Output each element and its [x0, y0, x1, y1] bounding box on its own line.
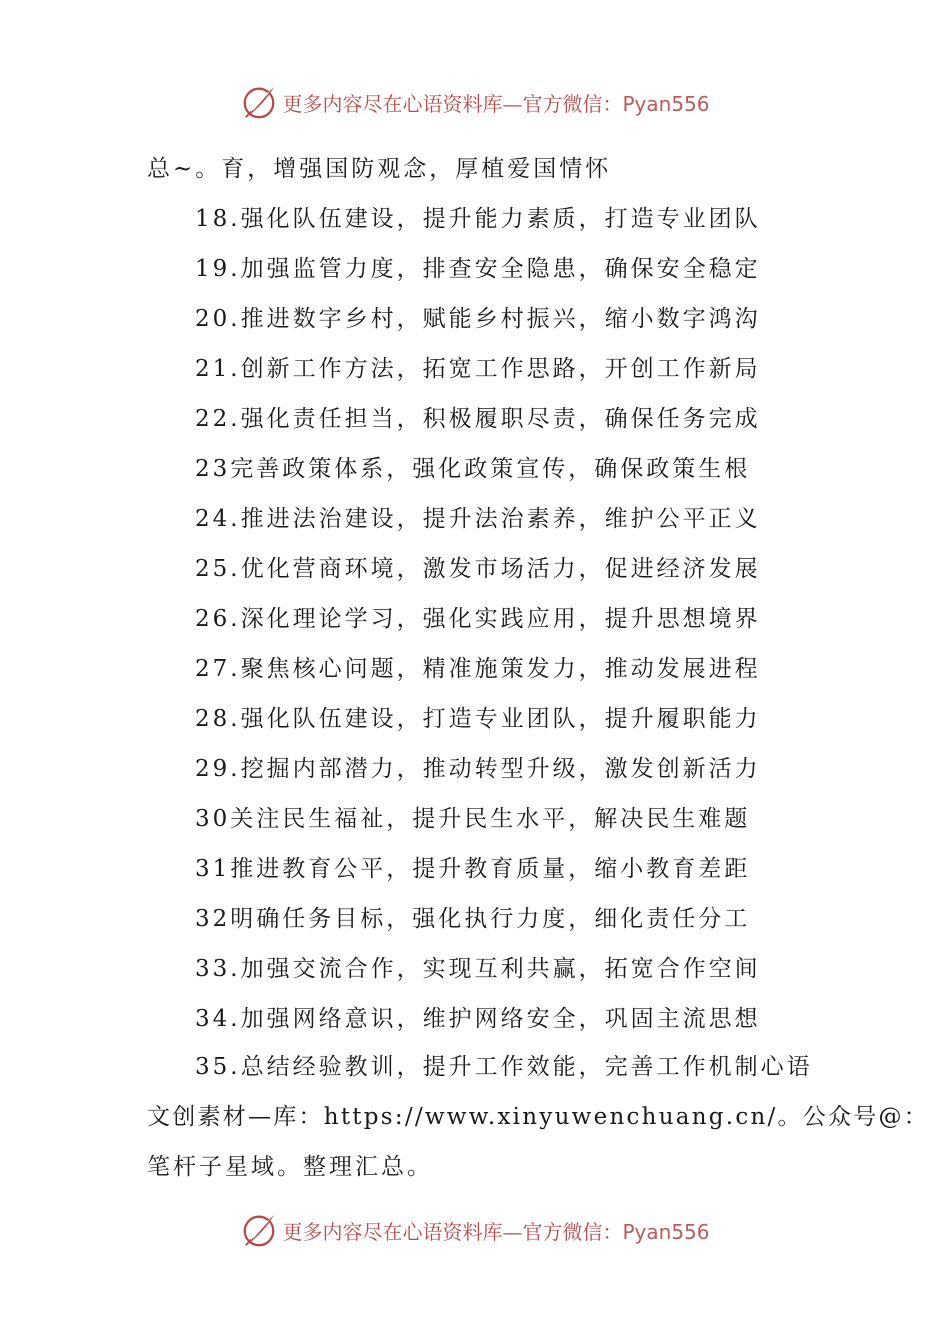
- banner-text: 更多内容尽在心语资料库—官方微信：Pyan556: [282, 1219, 710, 1244]
- list-item: 26.深化理论学习，强化实践应用，提升思想境界: [195, 606, 761, 632]
- list-item: 23完善政策体系，强化政策宣传，确保政策生根: [195, 456, 751, 482]
- quill-pen-icon: [240, 83, 278, 121]
- list-item: 27.聚焦核心问题，精准施策发力，推动发展进程: [195, 656, 761, 682]
- list-item: 21.创新工作方法，拓宽工作思路，开创工作新局: [195, 356, 761, 382]
- list-item: 29.挖掘内部潜力，推动转型升级，激发创新活力: [195, 756, 761, 782]
- list-item: 22.强化责任担当，积极履职尽责，确保任务完成: [195, 406, 761, 432]
- footer-banner: [0, 1210, 950, 1250]
- list-item: 18.强化队伍建设，提升能力素质，打造专业团队: [195, 206, 761, 232]
- list-item: 20.推进数字乡村，赋能乡村振兴，缩小数字鸿沟: [195, 306, 761, 332]
- list-item: 34.加强网络意识，维护网络安全，巩固主流思想: [195, 1006, 761, 1032]
- list-item: 24.推进法治建设，提升法治素养，维护公平正义: [195, 506, 761, 532]
- list-item: 33.加强交流合作，实现互利共赢，拓宽合作空间: [195, 956, 761, 982]
- quill-pen-icon: [240, 1211, 278, 1249]
- list-item: 31推进教育公平，提升教育质量，缩小教育差距: [195, 856, 751, 882]
- list-item: 19.加强监管力度，排查安全隐患，确保安全稳定: [195, 256, 761, 282]
- wechat-id: Pyan556: [622, 1219, 710, 1244]
- list-item: 28.强化队伍建设，打造专业团队，提升履职能力: [195, 706, 761, 732]
- text-line: 笔杆子星域。整理汇总。: [147, 1154, 433, 1180]
- list-item: 35.总结经验教训，提升工作效能，完善工作机制心语: [195, 1054, 813, 1080]
- wechat-id: Pyan556: [622, 91, 710, 116]
- banner-text: 更多内容尽在心语资料库—官方微信：Pyan556: [282, 91, 710, 116]
- header-banner: [0, 82, 950, 122]
- text-line: 文创素材—库：https://www.xinyuwenchuang.cn/。公众号@：: [147, 1104, 930, 1130]
- list-item: 32明确任务目标，强化执行力度，细化责任分工: [195, 906, 751, 932]
- text-line: 总~。育，增强国防观念，厚植爱国情怀: [147, 156, 612, 182]
- list-item: 25.优化营商环境，激发市场活力，促进经济发展: [195, 556, 761, 582]
- list-item: 30关注民生福祉，提升民生水平，解决民生难题: [195, 806, 751, 832]
